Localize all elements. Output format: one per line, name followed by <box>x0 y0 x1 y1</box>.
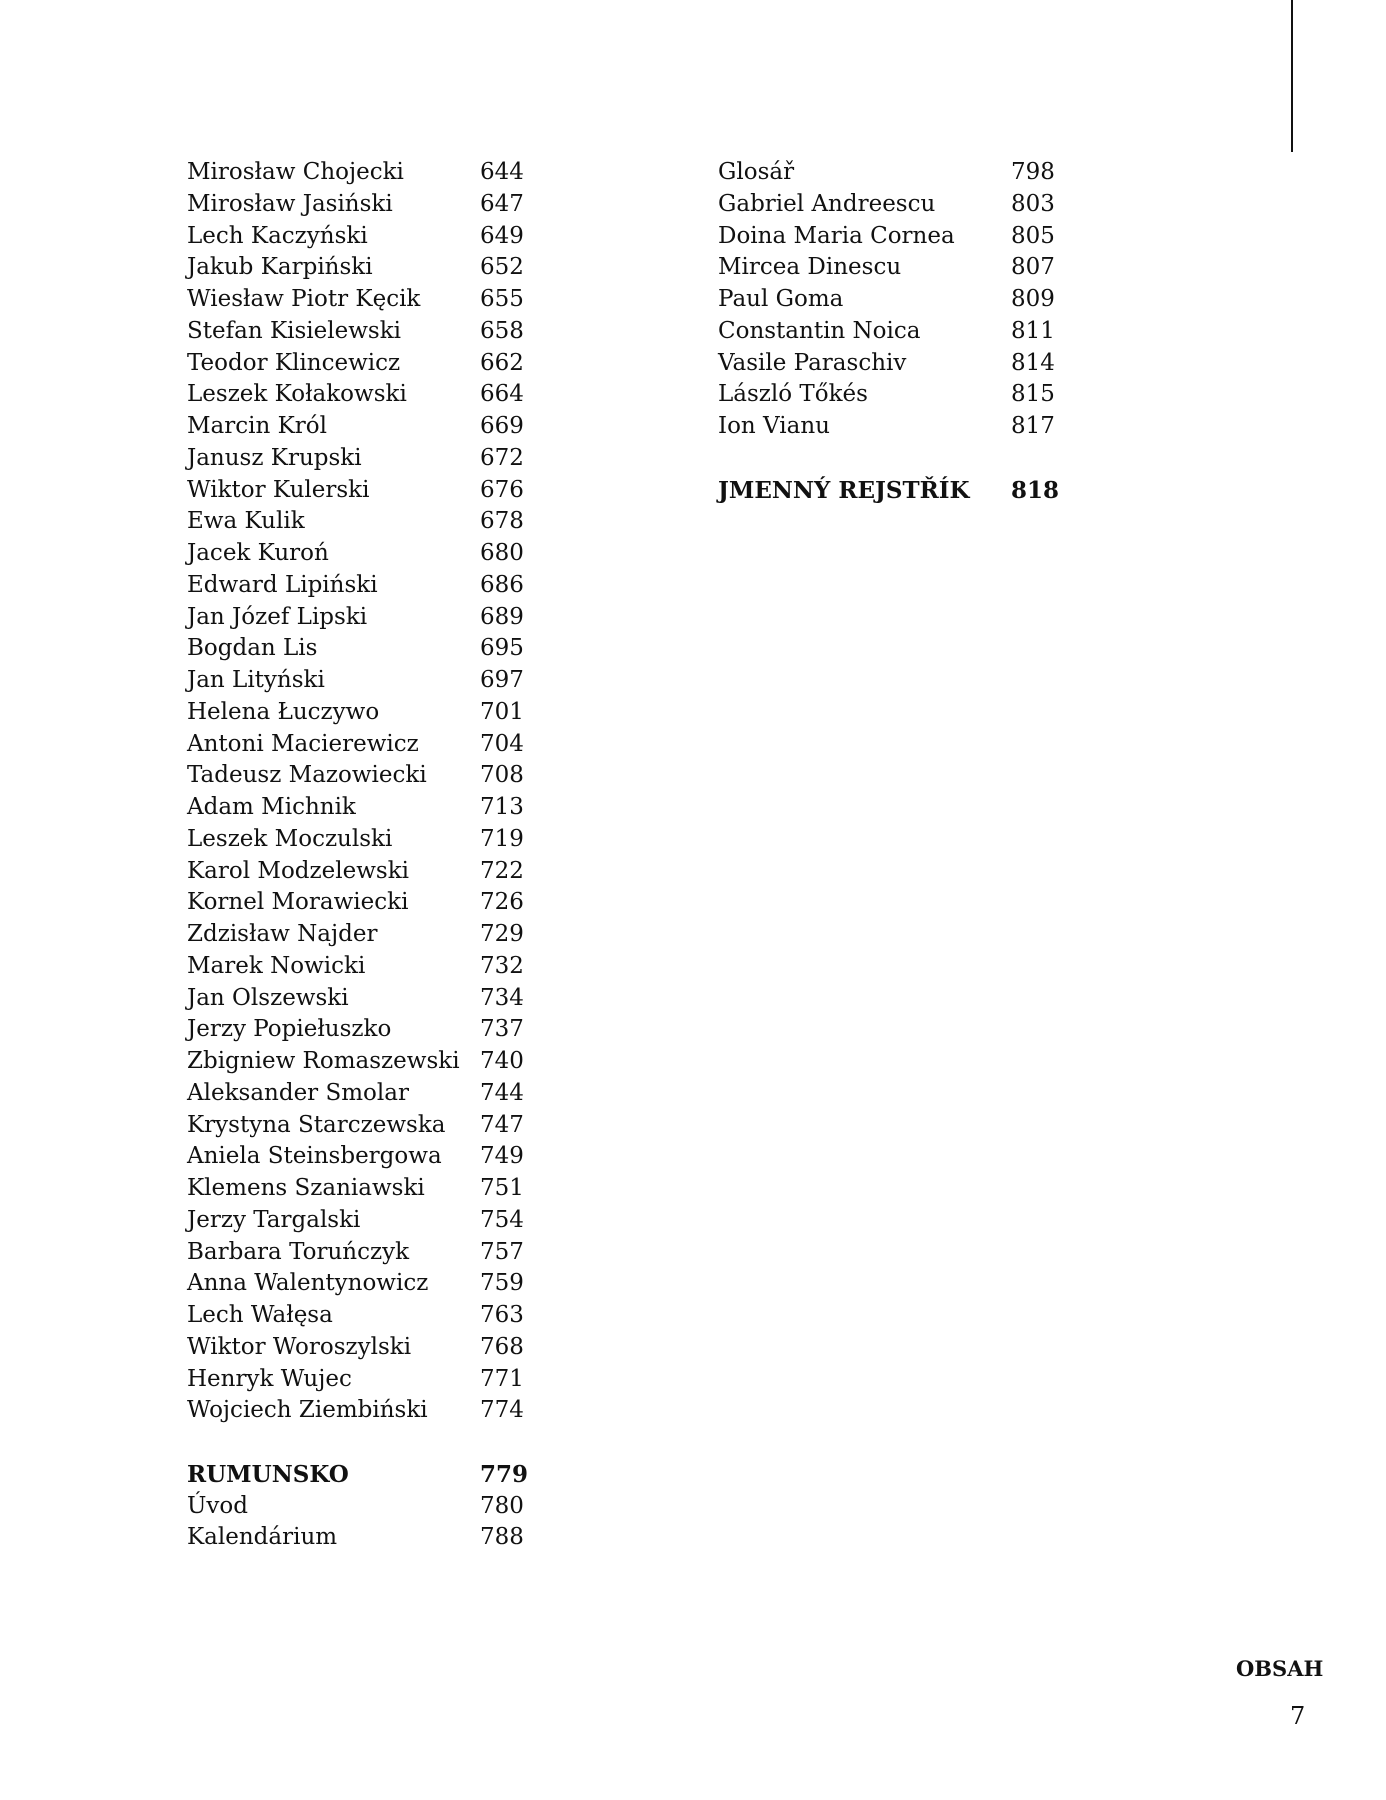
toc-entry <box>187 411 527 443</box>
toc-entry-title: Marcin Król <box>187 413 327 439</box>
toc-entry-title: Antoni Macierewicz <box>187 730 419 757</box>
toc-entry <box>187 1078 527 1110</box>
toc-entry <box>187 697 527 729</box>
toc-entry-title: Constantin Noica <box>718 317 921 344</box>
toc-entry <box>187 1491 527 1523</box>
toc-entry <box>187 729 527 761</box>
toc-entry-title: Úvod <box>187 1492 248 1519</box>
toc-entry-title: Paul Goma <box>718 286 844 312</box>
toc-entry-page: 749 <box>480 1143 524 1170</box>
margin-rule <box>1291 0 1293 152</box>
toc-entry-page: 798 <box>1011 159 1055 185</box>
toc-entry <box>187 157 527 189</box>
toc-entry-page: 809 <box>1011 286 1055 312</box>
toc-entry-page: 768 <box>480 1333 524 1360</box>
toc-entry <box>187 189 527 221</box>
toc-entry <box>187 1141 527 1173</box>
toc-entry-title: Helena Łuczywo <box>187 698 380 725</box>
toc-entry <box>187 1395 527 1427</box>
toc-entry-title: Edward Lipiński <box>187 571 378 598</box>
toc-entry <box>187 570 527 602</box>
toc-entry-page: 779 <box>480 1460 529 1488</box>
toc-entry-title: Vasile Paraschiv <box>718 349 907 376</box>
toc-section-heading <box>718 475 1058 507</box>
toc-entry <box>187 1522 527 1554</box>
toc-entry <box>718 221 1058 253</box>
toc-entry <box>187 760 527 792</box>
toc-entry-title: Karol Modzelewski <box>187 857 410 884</box>
toc-entry <box>187 951 527 983</box>
toc-entry-title: Gabriel Andreescu <box>718 190 936 217</box>
running-footer-label: OBSAH <box>1236 1656 1324 1681</box>
toc-entry <box>187 316 527 348</box>
toc-entry-title: Jakub Karpiński <box>187 254 373 281</box>
toc-entry <box>718 157 1058 189</box>
toc-entry <box>187 792 527 824</box>
toc-entry <box>187 538 527 570</box>
toc-entry-page: 652 <box>480 254 524 281</box>
toc-entry-title: Jerzy Popiełuszko <box>187 1016 392 1043</box>
toc-entry <box>187 1110 527 1142</box>
toc-entry <box>718 411 1058 443</box>
toc-entry-title: Leszek Moczulski <box>187 825 393 852</box>
toc-entry-title: Henryk Wujec <box>187 1365 352 1392</box>
toc-entry <box>187 602 527 634</box>
toc-column-right <box>718 157 1058 506</box>
toc-entry-title: Mirosław Chojecki <box>187 159 404 185</box>
toc-entry-title: Adam Michnik <box>187 794 356 820</box>
toc-entry-title: Ion Vianu <box>718 413 830 439</box>
toc-entry-page: 759 <box>480 1270 524 1297</box>
toc-entry-title: Teodor Klincewicz <box>187 349 401 376</box>
toc-entry-page: 676 <box>480 476 524 503</box>
toc-entry <box>187 824 527 856</box>
toc-entry <box>718 284 1058 316</box>
toc-entry <box>187 856 527 888</box>
toc-entry <box>187 284 527 316</box>
toc-entry-title: Mirosław Jasiński <box>187 190 393 217</box>
toc-entry-page: 763 <box>480 1302 524 1328</box>
toc-entry-page: 757 <box>480 1238 524 1265</box>
toc-entry-page: 817 <box>1011 413 1055 439</box>
toc-entry-title: Janusz Krupski <box>187 444 362 471</box>
toc-entry-page: 807 <box>1011 254 1055 281</box>
toc-entry-page: 726 <box>480 889 524 916</box>
toc-entry-page: 740 <box>480 1048 524 1074</box>
toc-entry <box>718 379 1058 411</box>
toc-entry-page: 734 <box>480 984 524 1011</box>
toc-entry <box>187 1014 527 1046</box>
toc-entry-page: 805 <box>1011 222 1055 249</box>
toc-entry-title: RUMUNSKO <box>187 1460 349 1488</box>
toc-entry-title: Wiktor Woroszylski <box>187 1333 412 1360</box>
toc-entry-page: 680 <box>480 540 524 566</box>
toc-entry-page: 708 <box>480 762 524 789</box>
toc-entry-page: 664 <box>480 381 524 408</box>
toc-entry <box>187 1205 527 1237</box>
toc-section-heading <box>187 1459 527 1491</box>
toc-entry-title: Jan Olszewski <box>187 984 349 1011</box>
toc-entry-page: 649 <box>480 222 524 249</box>
toc-entry-title: Marek Nowicki <box>187 952 366 979</box>
toc-entry-title: JMENNÝ REJSTŘÍK <box>718 476 970 504</box>
toc-entry-page: 815 <box>1011 381 1055 408</box>
toc-entry-page: 689 <box>480 603 524 630</box>
toc-entry-title: Leszek Kołakowski <box>187 381 407 408</box>
toc-entry-title: Krystyna Starczewska <box>187 1111 446 1138</box>
toc-entry-title: Wiesław Piotr Kęcik <box>187 286 421 312</box>
toc-entry <box>718 252 1058 284</box>
toc-entry <box>187 1268 527 1300</box>
toc-entry-title: László Tőkés <box>718 381 868 408</box>
toc-entry-title: Glosář <box>718 159 795 185</box>
toc-entry-page: 672 <box>480 444 524 471</box>
toc-entry <box>187 221 527 253</box>
toc-entry <box>187 1237 527 1269</box>
toc-entry-title: Jan Józef Lipski <box>187 603 368 630</box>
toc-entry-page: 737 <box>480 1016 524 1043</box>
toc-entry-title: Jan Lityński <box>187 667 325 693</box>
toc-entry-page: 647 <box>480 190 524 217</box>
toc-entry-title: Aleksander Smolar <box>187 1079 409 1106</box>
toc-entry <box>187 348 527 380</box>
toc-entry-page: 713 <box>480 794 524 820</box>
toc-entry <box>187 1046 527 1078</box>
toc-entry-title: Jerzy Targalski <box>187 1206 361 1233</box>
toc-entry-title: Lech Kaczyński <box>187 222 368 249</box>
toc-entry-title: Jacek Kuroń <box>187 540 329 566</box>
toc-entry <box>187 1364 527 1396</box>
toc-entry-title: Kornel Morawiecki <box>187 889 409 916</box>
toc-entry-title: Ewa Kulik <box>187 508 305 535</box>
toc-entry-title: Klemens Szaniawski <box>187 1175 425 1201</box>
toc-entry-title: Bogdan Lis <box>187 635 318 662</box>
toc-entry-page: 704 <box>480 730 524 757</box>
toc-entry-page: 655 <box>480 286 524 312</box>
toc-entry-page: 678 <box>480 508 524 535</box>
toc-entry-title: Anna Walentynowicz <box>187 1270 429 1297</box>
toc-entry <box>187 475 527 507</box>
toc-entry-page: 747 <box>480 1111 524 1138</box>
page-number: 7 <box>1290 1702 1306 1730</box>
toc-entry-page: 788 <box>480 1524 524 1551</box>
toc-entry-title: Tadeusz Mazowiecki <box>187 762 427 789</box>
toc-entry-page: 751 <box>480 1175 524 1201</box>
toc-entry-page: 814 <box>1011 349 1055 376</box>
toc-entry <box>187 1173 527 1205</box>
toc-column-left <box>187 157 527 1554</box>
toc-entry-title: Aniela Steinsbergowa <box>187 1143 442 1170</box>
toc-entry <box>187 1300 527 1332</box>
toc-entry-page: 729 <box>480 921 524 947</box>
toc-entry-page: 658 <box>480 317 524 344</box>
toc-entry-page: 754 <box>480 1206 524 1233</box>
toc-entry-page: 662 <box>480 349 524 376</box>
toc-entry <box>187 983 527 1015</box>
toc-spacer <box>187 1427 527 1459</box>
toc-entry <box>187 252 527 284</box>
toc-entry <box>187 665 527 697</box>
toc-entry-page: 686 <box>480 571 524 598</box>
toc-entry-page: 701 <box>480 698 524 725</box>
toc-entry <box>718 189 1058 221</box>
toc-entry-title: Doina Maria Cornea <box>718 222 955 249</box>
toc-entry-title: Mircea Dinescu <box>718 254 902 281</box>
toc-entry <box>187 379 527 411</box>
toc-entry <box>187 633 527 665</box>
toc-entry-page: 780 <box>480 1492 524 1519</box>
toc-entry-title: Zbigniew Romaszewski <box>187 1048 460 1074</box>
toc-entry <box>718 316 1058 348</box>
toc-entry-title: Barbara Toruńczyk <box>187 1238 410 1265</box>
toc-entry <box>187 443 527 475</box>
toc-entry <box>187 919 527 951</box>
toc-entry-page: 669 <box>480 413 524 439</box>
toc-entry <box>718 348 1058 380</box>
toc-entry-page: 697 <box>480 667 524 693</box>
toc-entry-page: 732 <box>480 952 524 979</box>
toc-entry-page: 722 <box>480 857 524 884</box>
toc-entry-title: Wojciech Ziembiński <box>187 1397 428 1424</box>
toc-entry-title: Wiktor Kulerski <box>187 476 370 503</box>
toc-entry-page: 695 <box>480 635 524 662</box>
toc-entry-title: Stefan Kisielewski <box>187 317 402 344</box>
toc-entry <box>187 887 527 919</box>
toc-entry-page: 771 <box>480 1365 524 1392</box>
toc-spacer <box>718 443 1058 475</box>
toc-entry-page: 744 <box>480 1079 524 1106</box>
toc-entry-page: 644 <box>480 159 524 185</box>
toc-entry-page: 774 <box>480 1397 524 1424</box>
toc-entry-page: 818 <box>1011 476 1060 504</box>
toc-entry-page: 719 <box>480 825 524 852</box>
toc-entry-page: 803 <box>1011 190 1055 217</box>
toc-entry <box>187 506 527 538</box>
toc-entry-title: Lech Wałęsa <box>187 1302 333 1328</box>
toc-entry <box>187 1332 527 1364</box>
toc-entry-title: Zdzisław Najder <box>187 921 378 947</box>
toc-entry-page: 811 <box>1011 317 1055 344</box>
toc-entry-title: Kalendárium <box>187 1524 338 1551</box>
